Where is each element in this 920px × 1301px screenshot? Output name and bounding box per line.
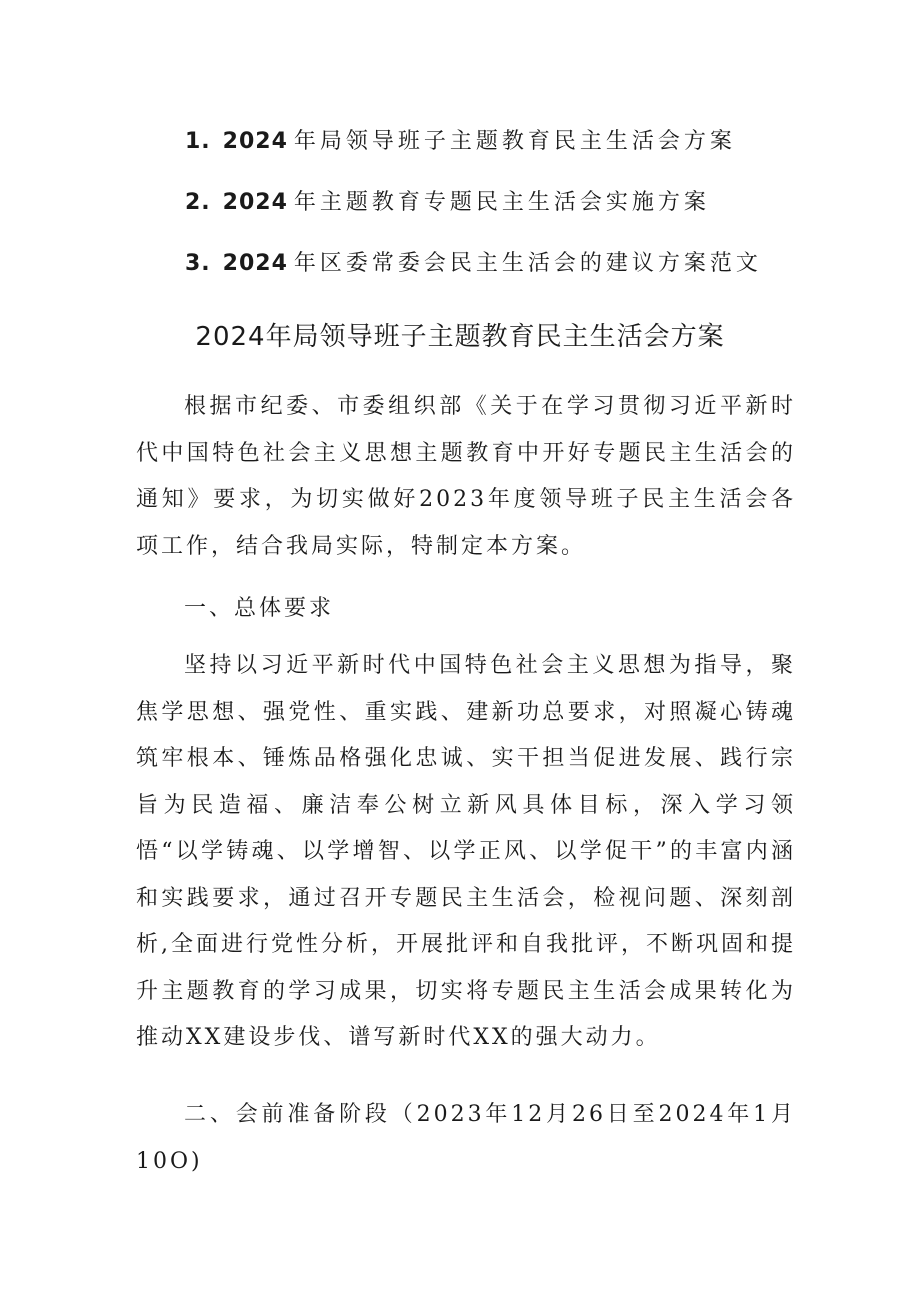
toc-item-number: 1. bbox=[185, 129, 211, 154]
toc-item-3[interactable] bbox=[185, 244, 825, 305]
section-body-1: 坚持以习近平新时代中国特色社会主义思想为指导，聚焦学思想、强党性、重实践、建新功总要求，对照凝心铸魂筑牢根本、锤炼品格强化忠诚、实干担当促进发展、践行宗旨为民造福、廉洁奉公树立新风具体目标，深入学习领悟“以学铸魂、以学增智、以学正风、以学促干”的丰富内涵和实践要求，通过召开专题民主生活会，检视问题、深刻剖析,全面进行党性分析，开展批评和自我批评，不断巩固和提升主题教育的学习成果，切实将专题民主生活会成果转化为推动XX建设步伐、谱写新时代XX的强大动力。 bbox=[136, 653, 796, 1050]
toc-item-2[interactable] bbox=[185, 183, 825, 244]
toc-item-text: 年区委常委会民主生活会的建议方案范文 bbox=[293, 251, 762, 276]
toc-item-number: 2. bbox=[185, 190, 211, 215]
intro-paragraph: 根据市纪委、市委组织部《关于在学习贯彻习近平新时代中国特色社会主义思想主题教育中开好专题民主生活会的通知》要求，为切实做好2023年度领导班子民主生活会各项工作，结合我局实际，特制定本方案。 bbox=[136, 394, 796, 559]
toc-item-year: 2024 bbox=[222, 129, 288, 154]
toc-item-year: 2024 bbox=[222, 190, 288, 215]
toc-item-text: 年局领导班子主题教育民主生活会方案 bbox=[293, 129, 736, 154]
toc-item-text: 年主题教育专题民主生活会实施方案 bbox=[293, 190, 710, 215]
toc-item-1[interactable] bbox=[185, 122, 825, 183]
document-title: 2024年局领导班子主题教育民主生活会方案 bbox=[195, 322, 725, 352]
toc-item-year: 2024 bbox=[222, 251, 288, 276]
section-heading-2: 二、会前准备阶段（2023年12月26日至2024年1月10O) bbox=[136, 1102, 796, 1174]
section-heading-1: 一、总体要求 bbox=[184, 596, 335, 621]
toc-item-number: 3. bbox=[185, 251, 211, 276]
table-of-contents bbox=[185, 122, 825, 305]
